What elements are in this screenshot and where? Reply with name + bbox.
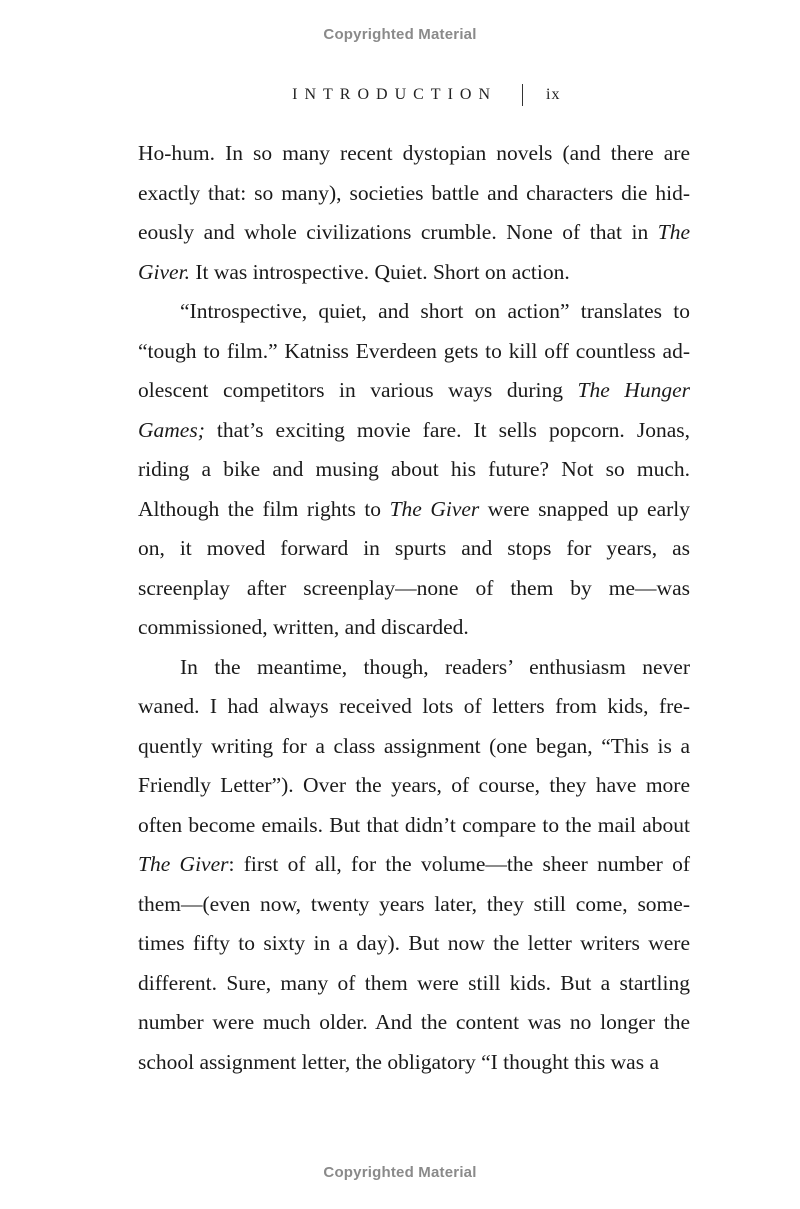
book-title: The Giver [389, 496, 480, 521]
text-run: Ho-hum. In so many recent dystopian novels (and there are exactly that: so many), societies battle and characters die hideously and whole civilizations crumble. None of that in [138, 141, 690, 244]
book-title: The Giver. [138, 220, 690, 284]
paragraph [138, 134, 690, 292]
book-title: The Hunger Games; [138, 378, 690, 442]
text-run: : first of all, for the volume—the sheer number of them—(even now, twenty years later, they still come, sometimes fifty to sixty in a day). But now the letter writers were different. Sure, many of them were still kids. But a startling number were much older. And the content was no longer the school assignment letter, the obligatory “I thought this was a [138, 852, 691, 1074]
text-run: In the meantime, though, readers’ enthusiasm never waned. I had always received lots of letters from kids, frequently writing for a class assignment (one began, “This is a Friendly Letter”). Over the years, of course, they have more often become emails. But that didn’t compare to the mail about [138, 654, 690, 837]
running-head-divider [522, 84, 523, 106]
chapter-title: INTRODUCTION [292, 86, 497, 103]
paragraph [138, 292, 690, 648]
running-head [0, 84, 800, 108]
paragraph [138, 648, 690, 1083]
text-run: It was introspective. Quiet. Short on action. [189, 259, 570, 284]
page-number: ix [546, 86, 561, 103]
book-title: The Giver [138, 852, 229, 876]
text-run: were snapped up early on, it moved forward in spurts and stops for years, as screenplay after screenplay—none of them by me—was commissioned, written, and discarded. [138, 496, 690, 639]
copyright-watermark-top: Copyrighted Material [323, 26, 477, 43]
text-run: “Introspective, quiet, and short on action” translates to “tough to film.” Katniss Everdeen gets to kill off countless adolescent competitors in various ways during [138, 299, 690, 402]
text-run: that’s exciting movie fare. It sells popcorn. Jonas, riding a bike and musing about his future? Not so much. Although the film rights to [138, 417, 690, 521]
copyright-watermark-bottom: Copyrighted Material [323, 1164, 477, 1181]
body-text [138, 134, 690, 1082]
